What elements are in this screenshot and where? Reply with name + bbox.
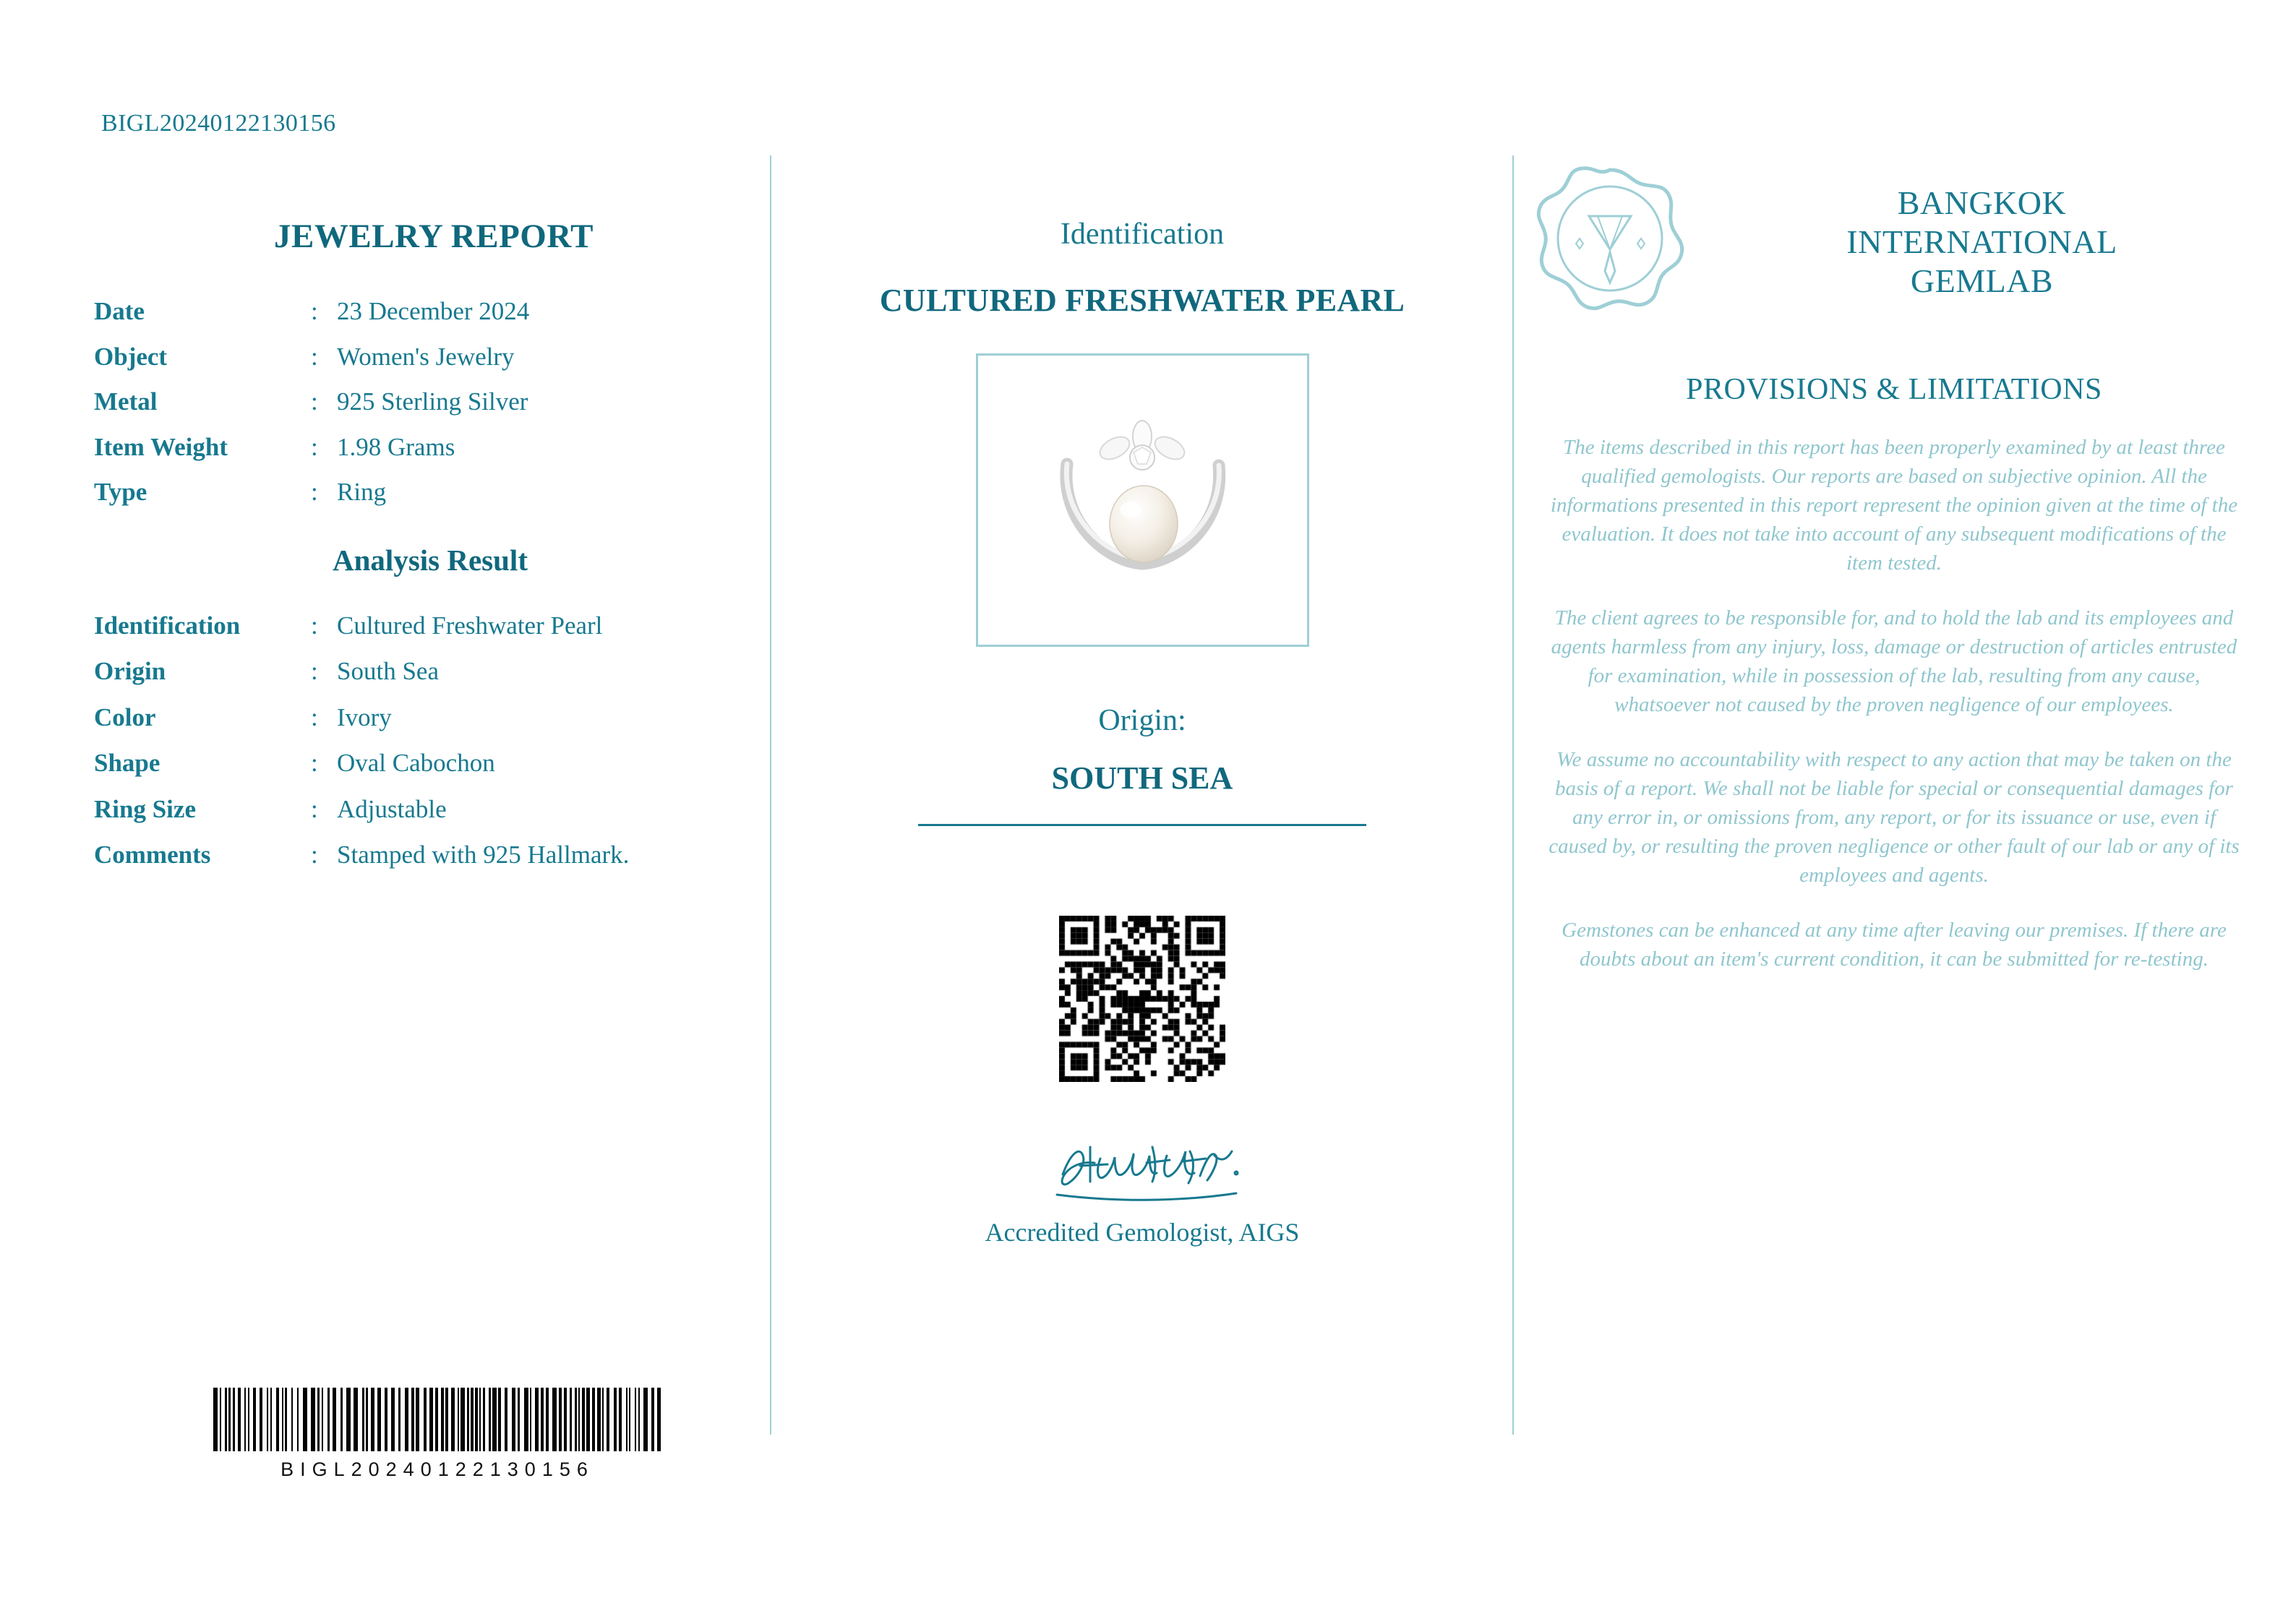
analysis-value: Ivory bbox=[337, 703, 392, 731]
detail-label: Metal bbox=[94, 387, 158, 416]
analysis-label: Shape bbox=[94, 749, 160, 777]
detail-colon: : bbox=[311, 478, 318, 506]
analysis-value: Oval Cabochon bbox=[337, 749, 495, 777]
identification-value: CULTURED FRESHWATER PEARL bbox=[879, 283, 1405, 318]
table-row bbox=[94, 749, 752, 796]
detail-colon: : bbox=[311, 342, 318, 371]
analysis-value: South Sea bbox=[337, 657, 439, 685]
origin-label: Origin: bbox=[1098, 704, 1186, 737]
table-row bbox=[94, 434, 752, 479]
analysis-value: Stamped with 925 Hallmark. bbox=[337, 841, 630, 869]
divider-rule bbox=[918, 824, 1366, 826]
analysis-colon: : bbox=[311, 703, 318, 731]
brand-line-1: BANGKOK bbox=[1897, 184, 2067, 221]
right-column bbox=[1533, 163, 2256, 974]
brand-title bbox=[1708, 184, 2256, 301]
barcode bbox=[206, 1388, 669, 1481]
analysis-table bbox=[94, 612, 752, 888]
analysis-label: Color bbox=[94, 703, 156, 731]
left-column bbox=[94, 217, 752, 888]
table-row bbox=[94, 612, 752, 658]
identification-label: Identification bbox=[1060, 218, 1225, 251]
analysis-colon: : bbox=[311, 611, 318, 640]
brand-line-3: GEMLAB bbox=[1910, 262, 2054, 300]
analysis-result-title: Analysis Result bbox=[333, 543, 528, 577]
analysis-label: Comments bbox=[94, 841, 211, 869]
detail-label: Item Weight bbox=[94, 432, 228, 461]
table-row bbox=[94, 298, 752, 343]
provisions-title: PROVISIONS & LIMITATIONS bbox=[1686, 373, 2102, 406]
signature-mark bbox=[774, 1130, 1511, 1209]
qr-code-canvas bbox=[1059, 916, 1225, 1082]
provisions-paragraph: Gemstones can be enhanced at any time after leaving our premises. If there are doubts about an item's current condition, it can be submitted for re-testing. bbox=[1562, 919, 2227, 971]
analysis-label: Origin bbox=[94, 657, 166, 685]
detail-label: Type bbox=[94, 478, 147, 506]
detail-value: Ring bbox=[337, 478, 387, 506]
table-row bbox=[94, 658, 752, 704]
signature bbox=[774, 1130, 1511, 1247]
detail-value: 925 Sterling Silver bbox=[337, 387, 528, 416]
details-table bbox=[94, 298, 752, 524]
detail-label: Object bbox=[94, 342, 168, 371]
brand-line-2: INTERNATIONAL bbox=[1846, 223, 2117, 260]
detail-value: Women's Jewelry bbox=[337, 342, 515, 371]
brand-header bbox=[1533, 163, 2256, 322]
barcode-text: BIGL20240122130156 bbox=[280, 1458, 594, 1480]
middle-column bbox=[774, 217, 1511, 1247]
pearl-ring-image bbox=[980, 356, 1305, 640]
detail-colon: : bbox=[311, 297, 318, 325]
analysis-colon: : bbox=[311, 657, 318, 685]
detail-value: 1.98 Grams bbox=[337, 432, 455, 461]
detail-colon: : bbox=[311, 387, 318, 416]
analysis-colon: : bbox=[311, 794, 318, 823]
provisions-paragraph: We assume no accountability with respect to any action that may be taken on the basis of a report. We shall not be liable for special or consequential damages for any error in, or omissions from, any report, or for its issuance or use, even if caused by, or resulting the proven negligence or other fault of our lab or any of its employees and agents. bbox=[1548, 748, 2240, 888]
analysis-value: Adjustable bbox=[337, 794, 447, 823]
detail-label: Date bbox=[94, 297, 145, 325]
detail-colon: : bbox=[311, 432, 318, 461]
provisions-paragraph: The client agrees to be responsible for, and to hold the lab and its employees and agents harmless from any injury, loss, damage or destruction of articles entrusted for examination, while in possession of the lab, resulting from any cause, whatsoever not caused by the proven negligence of our employees. bbox=[1551, 606, 2237, 717]
qr-code bbox=[1059, 916, 1225, 1082]
column-divider-left bbox=[770, 155, 771, 1435]
column-divider-right bbox=[1512, 155, 1514, 1435]
provisions-paragraph: The items described in this report has been properly examined by at least three qualified gemologists. Our reports are based on subjective opinion. All the informations presented in this report represent the opinion given at the time of the evaluation. It does not take into account of any subsequent modifications of the item tested. bbox=[1550, 436, 2238, 575]
analysis-colon: : bbox=[311, 749, 318, 777]
signature-caption: Accredited Gemologist, AIGS bbox=[985, 1218, 1300, 1247]
table-row bbox=[94, 841, 752, 888]
analysis-label: Identification bbox=[94, 611, 241, 640]
table-row bbox=[94, 388, 752, 434]
table-row bbox=[94, 796, 752, 842]
detail-value: 23 December 2024 bbox=[337, 297, 530, 325]
specimen-photo bbox=[976, 353, 1309, 647]
page-title: JEWELRY REPORT bbox=[274, 218, 594, 255]
analysis-label: Ring Size bbox=[94, 794, 196, 823]
report-id: BIGL20240122130156 bbox=[101, 110, 336, 137]
analysis-value: Cultured Freshwater Pearl bbox=[337, 611, 603, 640]
table-row bbox=[94, 343, 752, 389]
origin-value: SOUTH SEA bbox=[1051, 760, 1233, 796]
analysis-colon: : bbox=[311, 841, 318, 869]
table-row bbox=[94, 478, 752, 524]
barcode-bars bbox=[206, 1388, 669, 1451]
gemlab-seal-logo bbox=[1533, 163, 1688, 322]
table-row bbox=[94, 704, 752, 750]
